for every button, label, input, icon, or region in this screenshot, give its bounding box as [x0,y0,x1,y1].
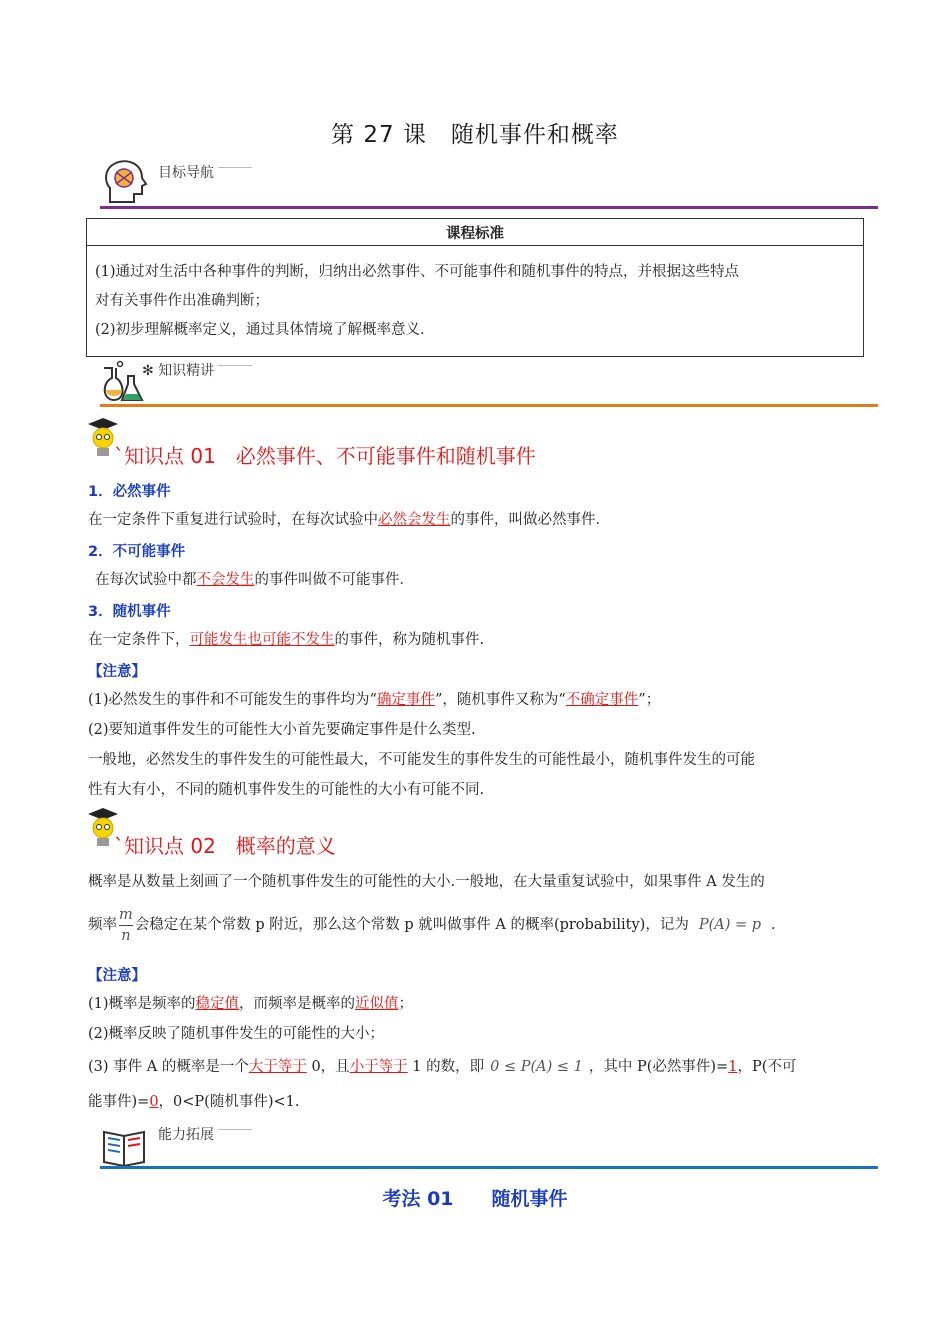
note-1-para-line-2: 性有大有小，不同的随机事件发生的可能性的大小有可能不同. [88,782,485,798]
section-label-underline [218,365,252,366]
section-label-goal: 目标导航 [158,165,214,181]
text-span: 的事件，叫做必然事件． [450,512,610,528]
knowledge-point-01-text: 知识点 01 必然事件、不可能事件和随机事件 [124,444,536,468]
text-span: ，其中 P(必然事件)= [588,1059,729,1075]
key-term: 不会发生 [196,572,255,588]
fraction-denominator: n [119,925,133,946]
note-heading-2: 【注意】 [88,968,146,984]
standard-line-3: (2)初步理解概率定义，通过具体情境了解概率意义. [95,321,425,338]
section-label-knowledge [142,360,214,380]
probability-definition-line-2 [88,904,786,946]
heading-random-event: 3．随机事件 [88,604,171,620]
text-span: 在一定条件下， [88,632,190,648]
standard-line-2: 对有关事件作出准确判断； [95,292,269,309]
text-span: 在一定条件下重复进行试验时，在每次试验中 [88,512,378,528]
goal-divider [100,206,878,209]
text-span: 会稳定在某个常数 p 附近，那么这个常数 p 就叫做事件 A 的概率(probability)，记为 [134,917,689,933]
text-span: 能事件)= [88,1094,150,1110]
note-1-item-1 [88,690,660,710]
heading-impossible-event: 2．不可能事件 [88,544,186,560]
section-label-underline [218,167,252,168]
text-span: ； [398,996,414,1012]
text-span: ”； [638,692,661,708]
key-term: 0 [149,1094,159,1110]
formula-p-a-equals-p: P(A) = p [698,917,762,933]
note-1-item-2: (2)要知道事件发生的可能性大小首先要确定事件是什么类型. [88,722,476,738]
knowledge-point-02-text: 知识点 02 概率的意义 [124,834,336,858]
title-tick: ` [114,834,124,858]
open-book-icon [100,1124,148,1168]
text-span: ，而频率是概率的 [239,996,356,1012]
note-heading-1: 【注意】 [88,664,146,680]
section-label-underline [218,1129,252,1130]
random-event-definition [88,630,484,650]
formula-probability-range: 0 ≤ P(A) ≤ 1 [490,1059,583,1075]
method-01-heading: 考法 01 随机事件 [382,1188,568,1210]
extension-divider [100,1166,878,1169]
key-term: 必然会发生 [378,512,451,528]
flask-icon [98,358,148,404]
knowledge-point-02-title [114,830,336,859]
key-term: 1 [728,1059,738,1075]
text-span: (3) 事件 A 的概率是一个 [88,1059,249,1075]
key-term: 近似值 [355,996,399,1012]
text-span: 频率 [88,917,117,933]
certain-event-definition [88,510,610,530]
fraction-m-over-n [119,905,133,946]
key-term: 确定事件 [376,692,435,708]
knowledge-point-01-title [114,440,536,469]
text-span: ，0<P(随机事件)<1. [158,1094,300,1110]
heading-certain-event: 1．必然事件 [88,484,171,500]
course-standard-table [86,218,864,357]
key-term: 稳定值 [195,996,240,1012]
key-term: 大于等于 [248,1059,307,1075]
probability-definition-line-1: 概率是从数量上刻画了一个随机事件发生的可能性的大小.一般地，在大量重复试验中，如果事件 A 发生的 [88,874,765,890]
text-span: 0，且 [306,1059,350,1075]
section-label-extension: 能力拓展 [158,1127,214,1143]
note-2-item-1 [88,994,413,1014]
brain-head-icon [102,158,148,206]
note-2-item-3 [88,1057,796,1077]
impossible-event-definition [95,570,414,590]
knowledge-divider [100,404,878,407]
sparkle-icon: ✻ [142,363,154,379]
text-span: ，P(不可 [737,1059,797,1075]
fraction-numerator: m [119,906,133,923]
text-span: 1 的数，即 [407,1059,485,1075]
note-1-para-line-1: 一般地，必然发生的事件发生的可能性最大，不可能发生的事件发生的可能性最小，随机事件发生的可能 [88,752,755,768]
title-tick: ` [114,444,124,468]
section-label-knowledge-text: 知识精讲 [158,363,215,379]
text-span: (1)概率是频率的 [88,996,196,1012]
text-span: ． [771,917,786,933]
key-term: 小于等于 [349,1059,408,1075]
key-term: 可能发生也可能不发生 [189,632,335,648]
text-span: ”，随机事件又称为“ [434,692,566,708]
standard-header: 课程标准 [87,219,864,246]
key-term: 不确定事件 [565,692,639,708]
note-2-item-2: (2)概率反映了随机事件发生的可能性的大小； [88,1026,385,1042]
standard-body [87,246,864,357]
text-span: (1)必然发生的事件和不可能发生的事件均为“ [88,692,377,708]
note-2-item-3-cont [88,1092,299,1112]
text-span: 的事件，称为随机事件. [334,632,485,648]
text-span: 在每次试验中都 [95,572,197,588]
standard-line-1: (1)通过对生活中各种事件的判断，归纳出必然事件、不可能事件和随机事件的特点，并根据这些特点 [95,263,740,280]
text-span: 的事件叫做不可能事件． [254,572,414,588]
page-title: 第 27 课 随机事件和概率 [331,122,619,148]
